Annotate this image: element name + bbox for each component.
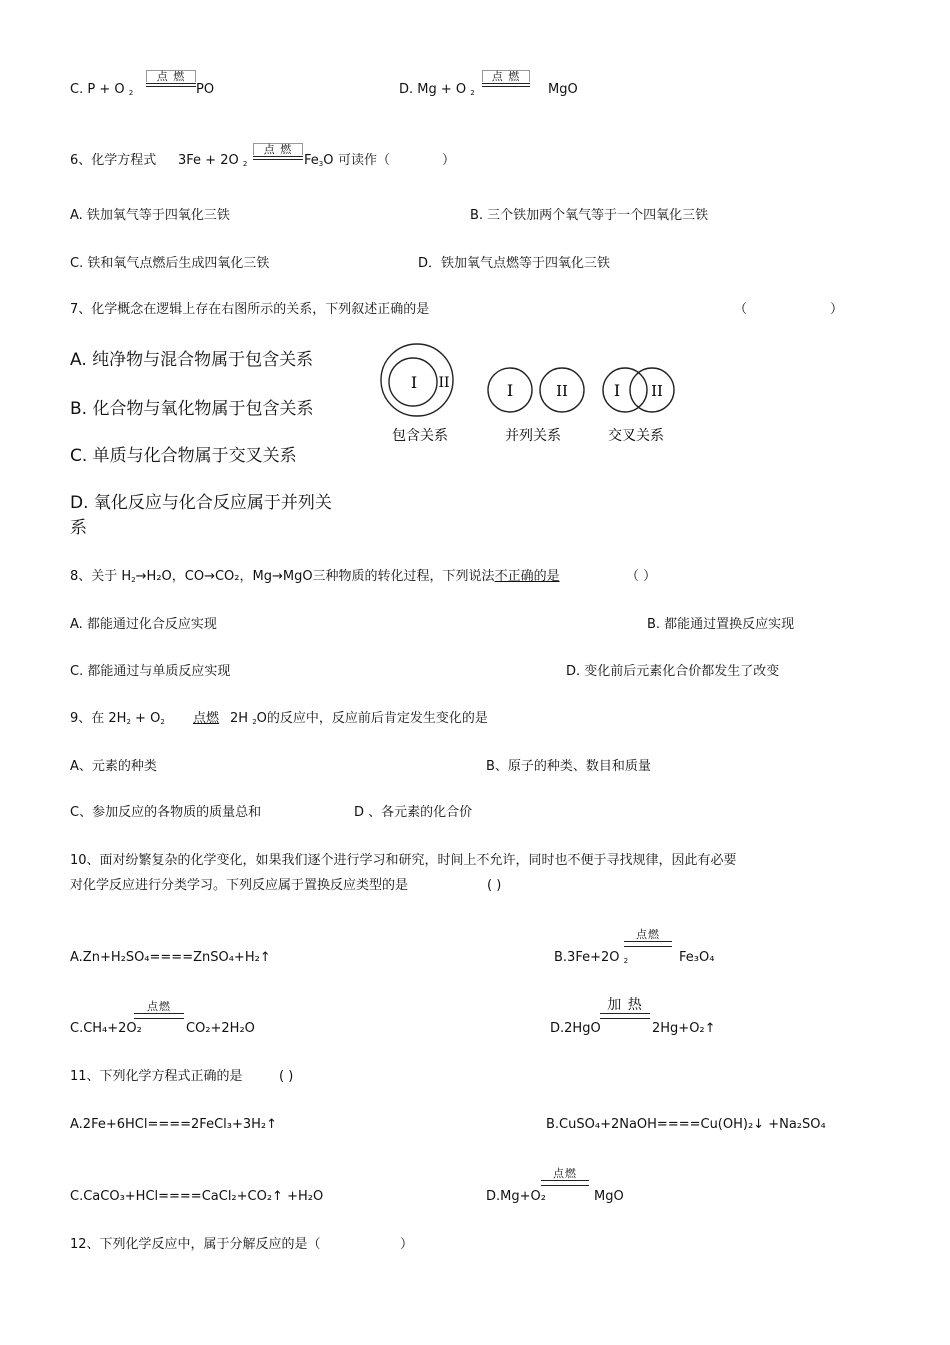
q9-product-h: 2H — [230, 711, 249, 726]
q6-stem-suffix: 可读作（ — [338, 153, 391, 168]
roman-two: II — [651, 382, 663, 400]
intersection-diagram — [603, 368, 674, 444]
q8-option-c: C. 都能通过与单质反应实现 — [70, 664, 231, 679]
q10-b-condition — [624, 929, 672, 943]
condition-label: 点燃 — [553, 1167, 577, 1180]
q8-stem-rest: →H₂O，CO→CO₂，Mg→MgO三种物质的转化过程，下列说法 — [135, 569, 495, 584]
roman-two: II — [556, 382, 568, 400]
q8-sub: 2 — [131, 576, 136, 584]
q5-c-product: PO — [196, 82, 215, 97]
q9-sub: 2 — [126, 718, 131, 726]
q6-condition — [253, 143, 303, 160]
q9-sub: 2 — [160, 718, 165, 726]
condition-label: 点燃 — [636, 928, 660, 941]
q6-eq-left — [178, 153, 247, 172]
roman-two: II — [438, 375, 450, 391]
q10-stem-line1: 10、面对纷繁复杂的化学变化，如果我们逐个进行学习和研究，时间上不允许，同时也不便于寻找规律，因此有必要 — [70, 853, 737, 868]
condition-label: 点 燃 — [482, 70, 530, 82]
q5-c-condition — [146, 70, 196, 87]
q5-c-sub: 2 — [128, 89, 134, 97]
q10-option-b-right: Fe₃O₄ — [679, 950, 715, 965]
q10-c-condition — [134, 1001, 184, 1015]
q7-option-a: A. 纯净物与混合物属于包含关系 — [70, 350, 314, 370]
q7-option-d-wrap: 系 — [70, 518, 87, 538]
q8-stem-underlined: 不正确的是 — [494, 569, 560, 584]
q11-option-d-left: D.Mg+O₂ — [486, 1189, 546, 1204]
q10-option-c-left: C.CH₄+2O₂ — [70, 1021, 142, 1036]
q8-option-a: A. 都能通过化合反应实现 — [70, 617, 217, 632]
q7-option-c: C. 单质与化合物属于交叉关系 — [70, 446, 297, 466]
q10-stem-line2: 对化学反应进行分类学习。下列反应属于置换反应类型的是 — [70, 878, 409, 893]
q12-stem: 12、下列化学反应中，属于分解反应的是（ — [70, 1237, 321, 1252]
equation-bar — [624, 941, 672, 943]
q5-d-sub: 2 — [470, 89, 475, 97]
q11-d-line — [541, 1185, 589, 1186]
q9-prefix-text: 9、在 2H — [70, 711, 127, 726]
q5-d-product: MgO — [548, 82, 578, 97]
q7-paren-open: （ — [734, 302, 748, 317]
q10-d-condition — [600, 998, 650, 1015]
equation-bar — [134, 1013, 184, 1015]
q7-paren-close: ） — [830, 302, 844, 317]
q7-relationship-figure — [380, 340, 690, 450]
q9-stem-prefix — [70, 711, 165, 730]
q6-paren-close: ） — [442, 153, 456, 168]
condition-label: 点 燃 — [146, 70, 196, 82]
q9-product — [230, 711, 488, 730]
q9-stem-tail: O的反应中，反应前后肯定发生变化的是 — [256, 711, 488, 726]
q9-option-a: A、元素的种类 — [70, 759, 157, 774]
q11-option-a: A.2Fe+6HCl====2FeCl₃+3H₂↑ — [70, 1117, 278, 1132]
q7-option-b: B. 化合物与氧化物属于包含关系 — [70, 399, 314, 419]
q6-eq-sub: 2 — [242, 160, 248, 168]
q8-option-b: B. 都能通过置换反应实现 — [647, 617, 795, 632]
equation-bar — [541, 1180, 589, 1182]
q10-option-d-right: 2Hg+O₂↑ — [652, 1021, 716, 1036]
q5-d-left: D. Mg + O — [399, 82, 467, 97]
q10-option-b-left — [554, 950, 628, 969]
inclusion-diagram — [381, 344, 453, 444]
q11-stem: 11、下列化学方程式正确的是 — [70, 1069, 243, 1084]
q6-eq-right — [304, 153, 333, 172]
condition-label: 点 燃 — [253, 143, 303, 155]
intersection-label: 交叉关系 — [608, 428, 664, 444]
q11-option-c: C.CaCO₃+HCl====CaCl₂+CO₂↑ +H₂O — [70, 1189, 324, 1204]
q7-option-d: D. 氧化反应与化合反应属于并列关 — [70, 493, 332, 513]
q9-plus-o: + O — [130, 711, 161, 726]
q5-option-d — [399, 82, 475, 101]
q8-stem-start: 8、关于 H — [70, 569, 132, 584]
equation-bar — [600, 1013, 650, 1015]
q11-d-condition — [541, 1168, 589, 1182]
q11-option-d-right: MgO — [594, 1189, 624, 1204]
q10-b-left-text: B.3Fe+2O — [554, 950, 620, 965]
q12-paren-close: ） — [400, 1237, 414, 1252]
q10-option-a: A.Zn+H₂SO₄====ZnSO₄+H₂↑ — [70, 950, 271, 965]
q9-option-c: C、参加反应的各物质的质量总和 — [70, 805, 262, 820]
q6-eq-left-text: 3Fe + 2O — [178, 153, 239, 168]
q7-stem: 7、化学概念在逻辑上存在右图所示的关系，下列叙述正确的是 — [70, 302, 430, 317]
equation-bar — [146, 83, 196, 87]
condition-label: 点燃 — [147, 1000, 171, 1013]
q6-fe-sub: 3 — [318, 160, 324, 168]
condition-label: 加 热 — [607, 997, 643, 1013]
q11-paren: ( ) — [279, 1069, 294, 1084]
roman-one: I — [506, 381, 514, 400]
q10-option-c-right: CO₂+2H₂O — [186, 1021, 255, 1036]
roman-one: I — [613, 381, 621, 400]
q6-option-b: B. 三个铁加两个氧气等于一个四氧化三铁 — [470, 208, 709, 223]
parallel-label: 并列关系 — [505, 428, 561, 444]
q8-stem — [70, 569, 560, 588]
q5-c-left: C. P + O — [70, 82, 125, 97]
q10-b-line — [624, 946, 672, 947]
q9-option-d: D 、各元素的化合价 — [354, 805, 473, 820]
q8-paren: （ ） — [626, 569, 657, 584]
q10-c-line — [134, 1018, 184, 1019]
q9-condition: 点燃 — [192, 711, 219, 726]
q6-o: O — [323, 153, 334, 168]
inclusion-label: 包含关系 — [392, 428, 448, 444]
q9-option-b: B、原子的种类、数目和质量 — [486, 759, 651, 774]
parallel-diagram — [488, 368, 584, 444]
q6-option-a: A. 铁加氧气等于四氧化三铁 — [70, 208, 230, 223]
q6-option-c: C. 铁和氧气点燃后生成四氧化三铁 — [70, 256, 270, 271]
q6-stem-prefix: 6、化学方程式 — [70, 153, 157, 168]
q6-option-d: D．铁加氧气点燃等于四氧化三铁 — [418, 256, 611, 271]
q10-d-line — [600, 1018, 650, 1019]
q11-option-b: B.CuSO₄+2NaOH====Cu(OH)₂↓ +Na₂SO₄ — [546, 1117, 826, 1132]
equation-bar — [253, 156, 303, 160]
q6-fe: Fe — [304, 153, 319, 168]
equation-bar — [482, 83, 530, 87]
q9-sub: 2 — [252, 718, 257, 726]
q5-option-c — [70, 82, 133, 101]
q8-option-d: D. 变化前后元素化合价都发生了改变 — [566, 664, 780, 679]
q10-b-sub: 2 — [623, 957, 629, 965]
q10-option-d-left: D.2HgO — [550, 1021, 601, 1036]
q10-paren: ( ) — [487, 878, 502, 893]
roman-one: I — [410, 373, 418, 392]
q5-d-condition — [482, 70, 530, 87]
